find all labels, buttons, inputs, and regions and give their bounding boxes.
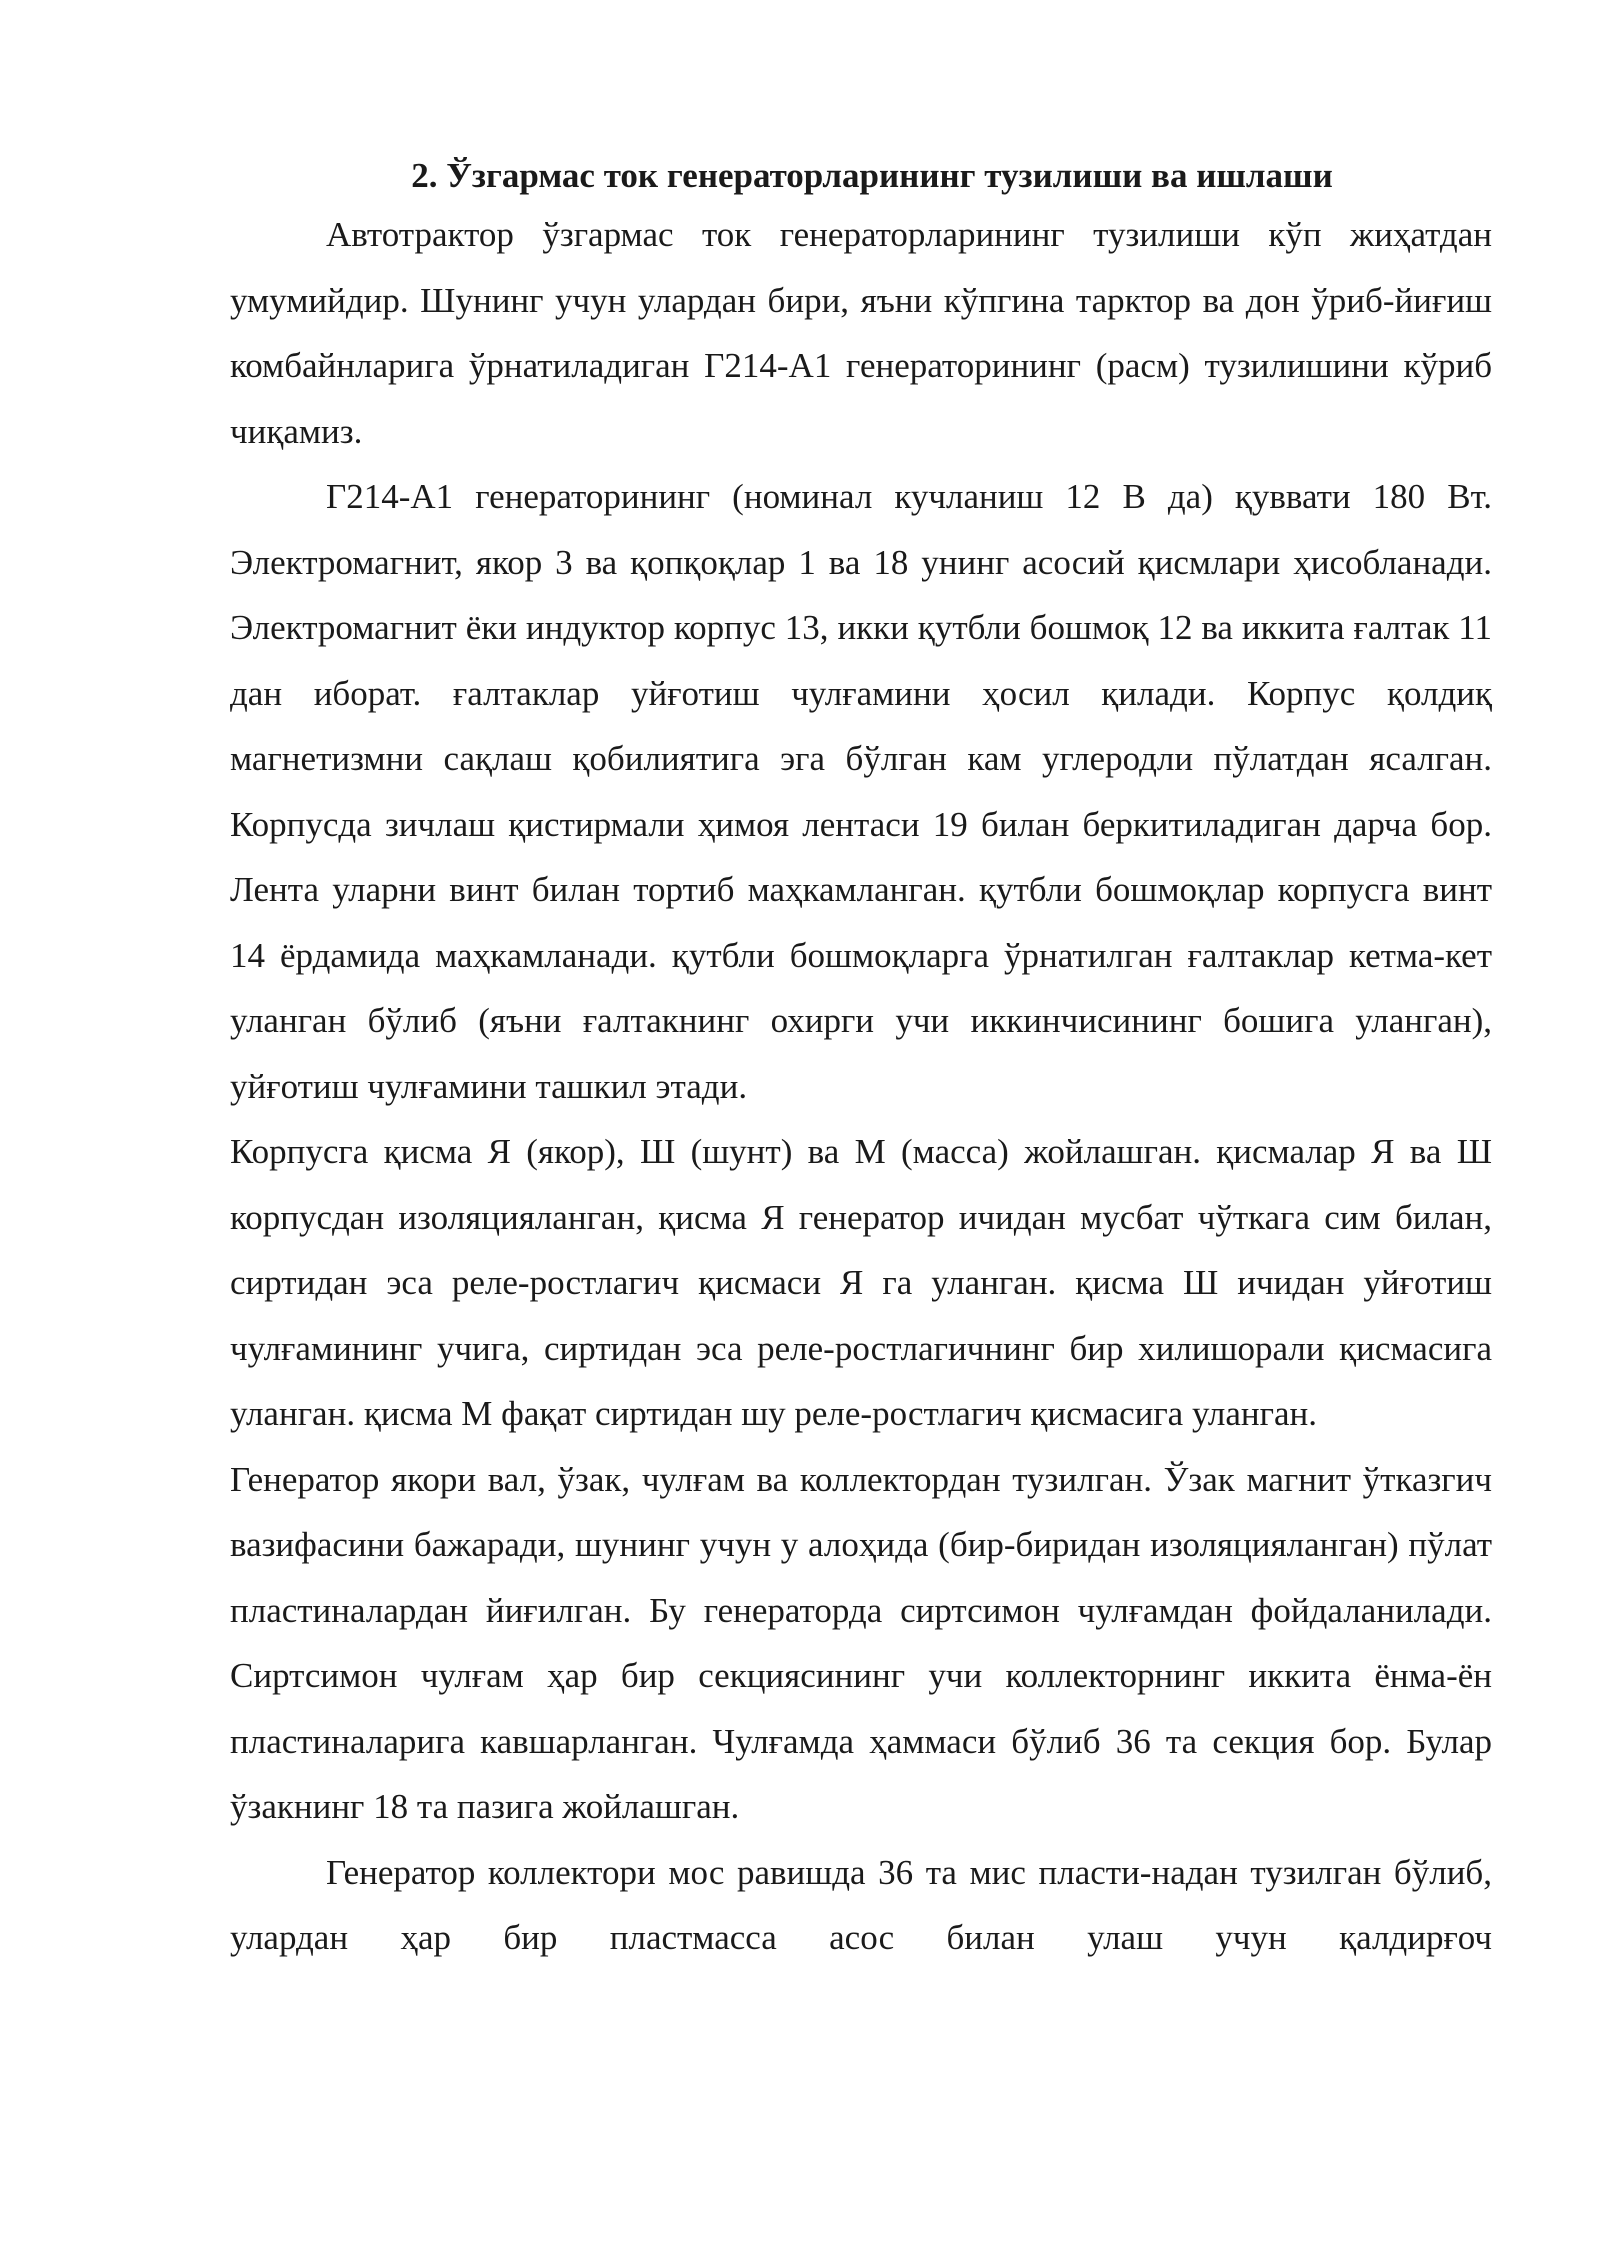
paragraph-generator-specs: Г214-А1 генераторининг (номинал кучланиш 12 В да) қуввати 180 Вт. Электромагнит, якор 3 ва қопқоқлар 1 ва 18 унинг асосий қисмлари ҳисобланади. Электромагнит ёки индуктор корпус 13, икки қутбли бошмоқ 12 ва иккита ғалтак 11 дан иборат. ғалтаклар уйғотиш чулғамини ҳосил қилади. Корпус қолдиқ магнетизмни сақлаш қобилиятига эга бўлган кам углеродли пўлатдан ясалган. Корпусда зичлаш қистирмали ҳимоя лентаси 19 билан беркитиладиган дарча бор. Лента уларни винт билан тортиб маҳкамланган. қутбли бошмоқлар корпусга винт 14 ёрдамида маҳкамланади. қутбли бошмоқларга ўрнатилган ғалтаклар кетма-кет уланган бўлиб (яъни ғалтакнинг охирги учи иккинчисининг бошига уланган), уйғотиш чулғамини ташкил этади.: [230, 477, 1492, 1106]
paragraph-collector: Генератор коллектори мос равишда 36 та мис пласти-надан тузилган бўлиб, улардан ҳар бир пластмасса асос билан улаш учун қалдирғоч: [230, 1852, 1492, 1957]
paragraph-armature: Генератор якори вал, ўзак, чулғам ва коллектордан тузилган. Ўзак магнит ўтказгич вазифасини бажаради, шунинг учун у алоҳида (бир-биридан изоляцияланган) пўлат пластиналардан йиғилган. Бу генераторда сиртсимон чулғамдан фойдаланилади. Сиртсимон чулғам ҳар бир секциясининг учи коллекторнинг иккита ёнма-ён пластиналарига кавшарланган. Чулғамда ҳаммаси бўлиб 36 та секция бор. Булар ўзакнинг 18 та пазига жойлашган.: [230, 1459, 1492, 1826]
document-body: [230, 150, 1492, 1971]
paragraph-intro: Автотрактор ўзгармас ток генераторларининг тузилиши кўп жиҳатдан умумийдир. Шунинг учун улардан бири, яъни кўпгина тарктор ва дон ўриб-йиғиш комбайнларига ўрнатиладиган Г214-А1 генераторининг (расм) тузилишини кўриб чиқамиз.: [230, 215, 1492, 451]
section-heading: 2. Ўзгармас ток генераторларининг тузилиши ва ишлаши: [411, 156, 1333, 195]
paragraph-terminals: Корпусга қисма Я (якор), Ш (шунт) ва М (масса) жойлашган. қисмалар Я ва Ш корпусдан изоляцияланган, қисма Я генератор ичидан мусбат чўткага сим билан, сиртидан эса реле-ростлагич қисмаси Я га уланган. қисма Ш ичидан уйғотиш чулғамининг учига, сиртидан эса реле-ростлагичнинг бир хилишорали қисмасига уланган. қисма М фақат сиртидан шу реле-ростлагич қисмасига уланган.: [230, 1132, 1492, 1433]
